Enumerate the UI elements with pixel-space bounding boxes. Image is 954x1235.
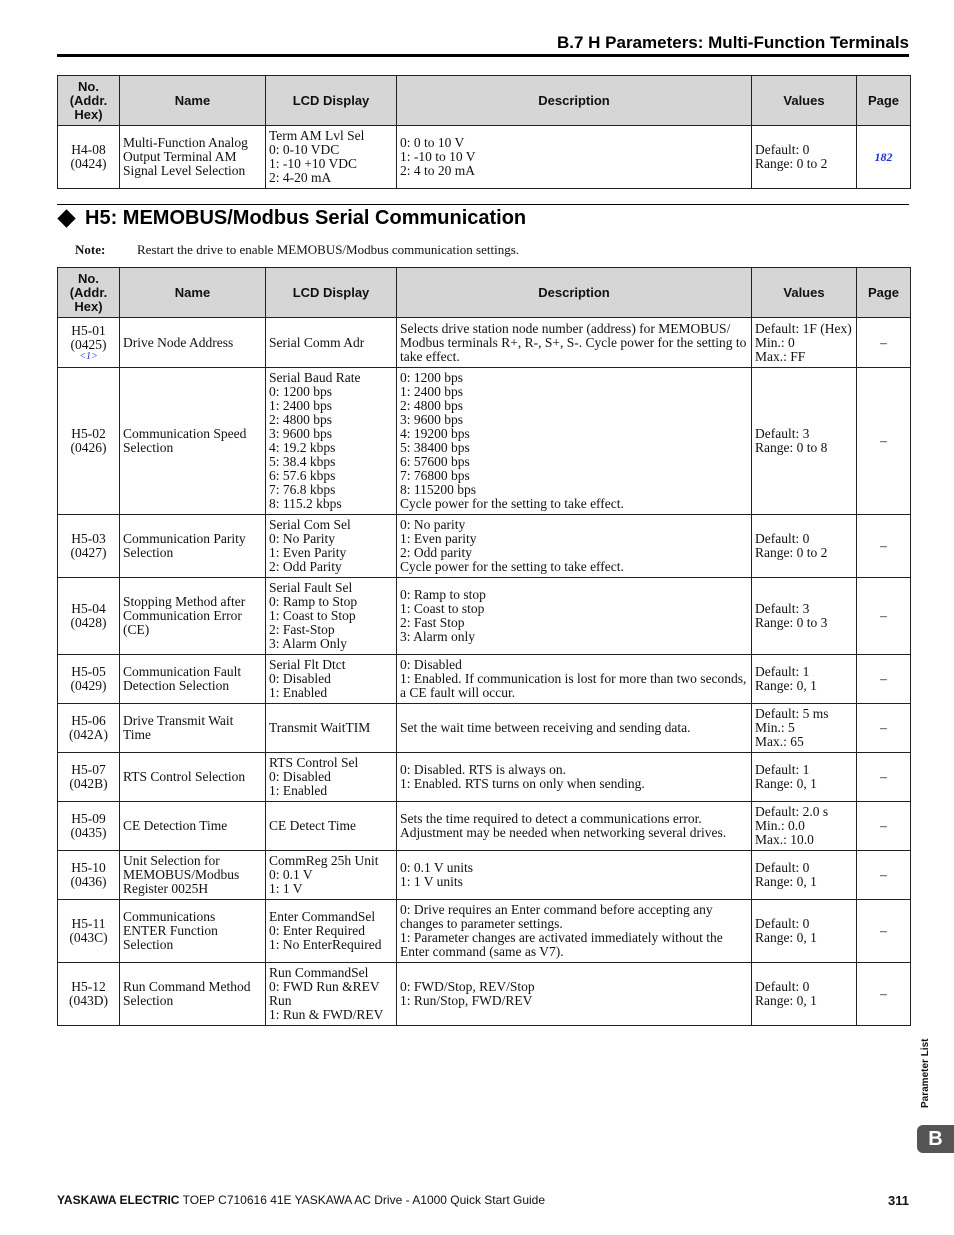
page-cell: [857, 368, 911, 515]
lcd-display-cell: [266, 368, 397, 515]
cell-line: 1: Run & FWD/REV: [269, 1007, 384, 1022]
header-rule: [57, 54, 909, 57]
cell-line: 0: Drive requires an Enter command before accepting any changes to parameter settings.: [400, 902, 713, 931]
cell-line: CommReg 25h Unit: [269, 853, 379, 868]
cell-line: H5-07: [71, 762, 106, 777]
cell-line: 3: 9600 bps: [269, 426, 333, 441]
page-dash: –: [880, 867, 887, 882]
cell-line: Adjustment may be needed when networking several drives.: [400, 825, 727, 840]
cell-line: Min.: 5: [755, 720, 795, 735]
cell-line: (0435): [70, 825, 107, 840]
param-number-cell: [58, 368, 120, 515]
cell-line: Communications: [123, 909, 216, 924]
section-heading: [57, 207, 526, 230]
cell-line: 0: Disabled: [269, 671, 331, 686]
cell-line: (0424): [70, 156, 107, 171]
param-number-cell: [58, 704, 120, 753]
section-rule: [57, 204, 909, 205]
cell-line: 2: Odd Parity: [269, 559, 342, 574]
cell-line: Range: 0, 1: [755, 993, 817, 1008]
cell-line: Max.: 10.0: [755, 832, 814, 847]
lcd-display-cell: [266, 802, 397, 851]
table-row: [58, 851, 911, 900]
table-row: [58, 655, 911, 704]
cell-line: 0: 0-10 VDC: [269, 142, 340, 157]
cell-line: Selection: [123, 937, 174, 952]
page-dash: –: [880, 986, 887, 1001]
col-header-no: No. (Addr. Hex): [58, 268, 120, 318]
cell-line: Max.: 65: [755, 734, 804, 749]
cell-line: Min.: 0: [755, 334, 795, 350]
cell-line: RTS Control Selection: [123, 769, 246, 784]
description-cell: [397, 704, 752, 753]
cell-line: Default: 0: [755, 916, 810, 931]
cell-line: 0: Enter Required: [269, 923, 365, 938]
cell-line: 1: Run/Stop, FWD/REV: [400, 993, 533, 1008]
cell-line: Default: 1F (Hex): [755, 320, 852, 336]
cell-line: ENTER Function: [123, 923, 218, 938]
cell-line: Set the wait time between receiving and sending data.: [400, 720, 691, 735]
values-cell: [752, 126, 857, 189]
param-name-cell: [120, 318, 266, 368]
param-name-cell: [120, 368, 266, 515]
cell-line: Serial Comm Adr: [269, 334, 365, 350]
table-row: [58, 126, 911, 189]
cell-line: 0: Disabled: [400, 657, 462, 672]
cell-line: H5-10: [71, 860, 106, 875]
cell-line: 4: 19.2 kbps: [269, 440, 336, 455]
cell-line: Max.: FF: [755, 348, 806, 364]
cell-line: 2: Odd parity: [400, 545, 472, 560]
cell-line: CE Detect Time: [269, 818, 356, 833]
lcd-display-cell: [266, 963, 397, 1026]
cell-line: Serial Com Sel: [269, 517, 351, 532]
cell-line: 1: 2400 bps: [269, 398, 333, 413]
cell-line: Drive Node Address: [123, 334, 234, 350]
values-cell: [752, 753, 857, 802]
cell-line: 6: 57.6 kbps: [269, 468, 336, 483]
cell-line: 0: 1200 bps: [400, 370, 464, 385]
param-name-cell: [120, 851, 266, 900]
table-row: [58, 515, 911, 578]
cell-line: 1: Coast to Stop: [269, 608, 356, 623]
table-header-row: [58, 76, 911, 126]
cell-line: 0: No Parity: [269, 531, 335, 546]
cell-line: Range: 0, 1: [755, 874, 817, 889]
param-number-cell: [58, 655, 120, 704]
cell-line: Selection: [123, 993, 174, 1008]
cell-line: 1: -10 +10 VDC: [269, 156, 357, 171]
table-row: [58, 900, 911, 963]
values-cell: [752, 802, 857, 851]
param-number-cell: [58, 802, 120, 851]
page-cell: [857, 318, 911, 368]
side-tab-label: Parameter List: [920, 1038, 931, 1108]
cell-line: Multi-Function Analog: [123, 135, 248, 150]
cell-line: Communication Error: [123, 608, 242, 623]
cell-line: Default: 1: [755, 664, 810, 679]
cell-line: 1: Enabled: [269, 685, 328, 700]
table-row: [58, 704, 911, 753]
lcd-display-cell: [266, 851, 397, 900]
cell-line: Register 0025H: [123, 881, 209, 896]
cell-line: 2: 4800 bps: [400, 398, 464, 413]
description-cell: [397, 900, 752, 963]
cell-line: 3: Alarm only: [400, 629, 475, 644]
cell-line: 2: Fast-Stop: [269, 622, 335, 637]
param-name-cell: [120, 753, 266, 802]
cell-line: Enter CommandSel: [269, 909, 376, 924]
description-cell: [397, 318, 752, 368]
values-cell: [752, 578, 857, 655]
cell-line: (042B): [69, 776, 108, 791]
cell-line: Communication Parity: [123, 531, 246, 546]
page-cell: [857, 704, 911, 753]
param-name-cell: [120, 126, 266, 189]
footnote-ref-link[interactable]: <1>: [79, 350, 98, 362]
table-row: [58, 578, 911, 655]
cell-line: Range: 0, 1: [755, 678, 817, 693]
cell-line: 8: 115.2 kbps: [269, 496, 342, 511]
cell-line: H5-05: [71, 664, 106, 679]
cell-line: Range: 0, 1: [755, 930, 817, 945]
cell-line: Serial Flt Dtct: [269, 657, 346, 672]
param-name-cell: [120, 655, 266, 704]
cell-line: 3: Alarm Only: [269, 636, 347, 651]
cell-line: 1: Enabled. If communication is lost for more than two seconds, a CE fault will occur.: [400, 671, 747, 700]
section-title-text: H5: MEMOBUS/Modbus Serial Communication: [85, 207, 527, 229]
param-number-cell: [58, 753, 120, 802]
cell-line: Term AM Lvl Sel: [269, 128, 365, 143]
values-cell: [752, 704, 857, 753]
cell-line: Default: 1: [755, 762, 810, 777]
param-name-cell: [120, 578, 266, 655]
param-number-cell: [58, 515, 120, 578]
cell-line: Range: 0 to 3: [755, 615, 828, 630]
cell-line: 6: 57600 bps: [400, 454, 470, 469]
cell-line: 7: 76.8 kbps: [269, 482, 336, 497]
cell-line: H4-08: [71, 142, 106, 157]
cell-line: Default: 0: [755, 979, 810, 994]
cell-line: (0426): [70, 440, 107, 455]
cell-line: (043C): [69, 930, 108, 945]
col-header-name: Name: [120, 76, 266, 126]
page-dash: –: [880, 433, 887, 448]
param-number-cell: [58, 126, 120, 189]
values-cell: [752, 900, 857, 963]
description-cell: [397, 368, 752, 515]
cell-line: H5-03: [71, 531, 106, 546]
col-header-page: Page: [857, 76, 911, 126]
cell-line: Default: 5 ms: [755, 706, 829, 721]
values-cell: [752, 368, 857, 515]
param-name-cell: [120, 802, 266, 851]
lcd-display-cell: [266, 578, 397, 655]
cell-line: Drive Transmit Wait: [123, 713, 234, 728]
description-cell: [397, 802, 752, 851]
page-cell: [857, 851, 911, 900]
cell-line: 1: Even Parity: [269, 545, 347, 560]
page-cell: [857, 802, 911, 851]
cell-line: Default: 2.0 s: [755, 804, 829, 819]
cell-line: (0429): [70, 678, 107, 693]
description-cell: [397, 126, 752, 189]
cell-line: 2: 4800 bps: [269, 412, 333, 427]
parameter-table-h5: [57, 267, 911, 1026]
cell-line: 1: No EnterRequired: [269, 937, 382, 952]
cell-line: Transmit WaitTIM: [269, 720, 371, 735]
footer-doc-info: [57, 1193, 545, 1207]
cell-line: 0: Ramp to stop: [400, 587, 486, 602]
cell-line: 0: 0 to 10 V: [400, 135, 465, 150]
col-header-description: Description: [397, 76, 752, 126]
cell-line: (0425): [70, 336, 107, 352]
cell-line: Range: 0 to 8: [755, 440, 828, 455]
col-header-lcd: LCD Display: [266, 76, 397, 126]
page-cell: [857, 753, 911, 802]
table-header-row: [58, 268, 911, 318]
cell-line: (CE): [123, 622, 150, 637]
cell-line: Sets the time required to detect a communications error.: [400, 811, 702, 826]
cell-line: Detection Selection: [123, 678, 230, 693]
cell-line: 1: Enabled. RTS turns on only when sending.: [400, 776, 645, 791]
cell-line: 1: Coast to stop: [400, 601, 485, 616]
page-dash: –: [880, 923, 887, 938]
cell-line: 0: 0.1 V units: [400, 860, 474, 875]
col-header-name: Name: [120, 268, 266, 318]
cell-line: 0: Disabled. RTS is always on.: [400, 762, 567, 777]
cell-line: 0: FWD Run &REV: [269, 979, 380, 994]
col-header-values: Values: [752, 268, 857, 318]
lcd-display-cell: [266, 126, 397, 189]
cell-line: Communication Speed: [123, 426, 247, 441]
cell-line: H5-11: [71, 916, 106, 931]
cell-line: Default: 3: [755, 426, 810, 441]
cell-line: 0: FWD/Stop, REV/Stop: [400, 979, 535, 994]
param-number-cell: [58, 578, 120, 655]
cell-line: 5: 38.4 kbps: [269, 454, 336, 469]
page-dash: –: [880, 334, 887, 350]
col-header-lcd: LCD Display: [266, 268, 397, 318]
page-cell: [857, 963, 911, 1026]
cell-line: Signal Level Selection: [123, 163, 246, 178]
footer-page-number: 311: [888, 1193, 909, 1208]
cell-line: Default: 3: [755, 601, 810, 616]
cell-line: (043D): [69, 993, 108, 1008]
description-cell: [397, 515, 752, 578]
values-cell: [752, 655, 857, 704]
lcd-display-cell: [266, 704, 397, 753]
lcd-display-cell: [266, 318, 397, 368]
lcd-display-cell: [266, 515, 397, 578]
col-header-values: Values: [752, 76, 857, 126]
description-cell: [397, 578, 752, 655]
values-cell: [752, 851, 857, 900]
cell-line: 1: Parameter changes are activated immediately without the Enter command (same as V7).: [400, 930, 723, 959]
values-cell: [752, 318, 857, 368]
cell-line: Cycle power for the setting to take effect.: [400, 559, 624, 574]
param-number-cell: [58, 963, 120, 1026]
cell-line: 8: 115200 bps: [400, 482, 477, 497]
cell-line: 3: 9600 bps: [400, 412, 464, 427]
param-number-cell: [58, 318, 120, 368]
cell-line: Default: 0: [755, 531, 810, 546]
param-name-cell: [120, 515, 266, 578]
values-cell: [752, 963, 857, 1026]
col-header-no: No. (Addr. Hex): [58, 76, 120, 126]
table-row: [58, 963, 911, 1026]
cell-line: H5-09: [71, 811, 106, 826]
col-header-page: Page: [857, 268, 911, 318]
diamond-bullet-icon: [57, 209, 75, 227]
cell-line: RTS Control Sel: [269, 755, 359, 770]
col-header-description: Description: [397, 268, 752, 318]
lcd-display-cell: [266, 900, 397, 963]
cell-line: Unit Selection for: [123, 853, 220, 868]
cell-line: H5-12: [71, 979, 106, 994]
param-name-cell: [120, 963, 266, 1026]
cell-line: 0: No parity: [400, 517, 466, 532]
page-cell: [857, 900, 911, 963]
cell-line: Selection: [123, 545, 174, 560]
cell-line: 2: 4 to 20 mA: [400, 163, 476, 178]
cell-line: CE Detection Time: [123, 818, 228, 833]
footer-brand: YASKAWA ELECTRIC: [57, 1193, 180, 1207]
cell-line: H5-01: [71, 322, 106, 338]
page-dash: –: [880, 818, 887, 833]
page-dash: –: [880, 608, 887, 623]
description-cell: [397, 753, 752, 802]
page-dash: –: [880, 671, 887, 686]
page-dash: –: [880, 769, 887, 784]
cell-line: 4: 19200 bps: [400, 426, 470, 441]
description-cell: [397, 851, 752, 900]
cell-line: Selects drive station node number (address) for MEMOBUS/ Modbus terminals R+, R-, S+, S-. Cycle power for the setting to take effect.: [400, 320, 747, 364]
cell-line: MEMOBUS/Modbus: [123, 867, 240, 882]
cell-line: 0: 0.1 V: [269, 867, 313, 882]
page-ref-link[interactable]: 182: [874, 150, 893, 164]
param-name-cell: [120, 900, 266, 963]
cell-line: Default: 0: [755, 860, 810, 875]
cell-line: Range: 0 to 2: [755, 156, 828, 171]
param-name-cell: [120, 704, 266, 753]
cell-line: Communication Fault: [123, 664, 242, 679]
parameter-table-h4: [57, 75, 911, 189]
cell-line: (042A): [69, 727, 108, 742]
cell-line: Range: 0, 1: [755, 776, 817, 791]
cell-line: 1: Even parity: [400, 531, 477, 546]
table-row: [58, 368, 911, 515]
page-cell: [857, 515, 911, 578]
cell-line: Cycle power for the setting to take effect.: [400, 496, 624, 511]
lcd-display-cell: [266, 753, 397, 802]
cell-line: 2: 4-20 mA: [269, 170, 332, 185]
cell-line: (0436): [70, 874, 107, 889]
page-dash: –: [880, 720, 887, 735]
table-row: [58, 318, 911, 368]
page-header-title: B.7 H Parameters: Multi-Function Terminals: [556, 33, 909, 52]
page-dash: –: [880, 538, 887, 553]
appendix-b-tab[interactable]: B: [917, 1125, 954, 1153]
cell-line: Stopping Method after: [123, 594, 246, 609]
cell-line: (0427): [70, 545, 107, 560]
table-row: [58, 753, 911, 802]
param-number-cell: [58, 851, 120, 900]
cell-line: 5: 38400 bps: [400, 440, 470, 455]
footer-doc-title: TOEP C710616 41E YASKAWA AC Drive - A1000 Quick Start Guide: [182, 1193, 546, 1207]
cell-line: 0: Ramp to Stop: [269, 594, 358, 609]
cell-line: Serial Baud Rate: [269, 370, 361, 385]
cell-line: Time: [123, 727, 152, 742]
cell-line: 1: Enabled: [269, 783, 328, 798]
cell-line: Range: 0 to 2: [755, 545, 828, 560]
table-row: [58, 802, 911, 851]
cell-line: H5-06: [71, 713, 106, 728]
cell-line: Selection: [123, 440, 174, 455]
cell-line: 1: -10 to 10 V: [400, 149, 476, 164]
cell-line: Run CommandSel: [269, 965, 369, 980]
cell-line: 0: 1200 bps: [269, 384, 333, 399]
page-cell: [857, 126, 911, 189]
param-number-cell: [58, 900, 120, 963]
page-cell: [857, 578, 911, 655]
note-text: Restart the drive to enable MEMOBUS/Modbus communication settings.: [137, 242, 520, 257]
values-cell: [752, 515, 857, 578]
cell-line: Default: 0: [755, 142, 810, 157]
cell-line: H5-02: [71, 426, 106, 441]
cell-line: 1: 1 V units: [400, 874, 463, 889]
cell-line: Min.: 0.0: [755, 818, 805, 833]
description-cell: [397, 655, 752, 704]
cell-line: 1: 1 V: [269, 881, 303, 896]
cell-line: Serial Fault Sel: [269, 580, 353, 595]
description-cell: [397, 963, 752, 1026]
cell-line: Output Terminal AM: [123, 149, 237, 164]
cell-line: Run Command Method: [123, 979, 251, 994]
cell-line: H5-04: [71, 601, 106, 616]
cell-line: 7: 76800 bps: [400, 468, 470, 483]
cell-line: 0: Disabled: [269, 769, 331, 784]
note-label: Note:: [75, 242, 106, 257]
page-cell: [857, 655, 911, 704]
cell-line: 1: 2400 bps: [400, 384, 464, 399]
lcd-display-cell: [266, 655, 397, 704]
cell-line: Run: [269, 993, 292, 1008]
cell-line: (0428): [70, 615, 107, 630]
cell-line: 2: Fast Stop: [400, 615, 465, 630]
